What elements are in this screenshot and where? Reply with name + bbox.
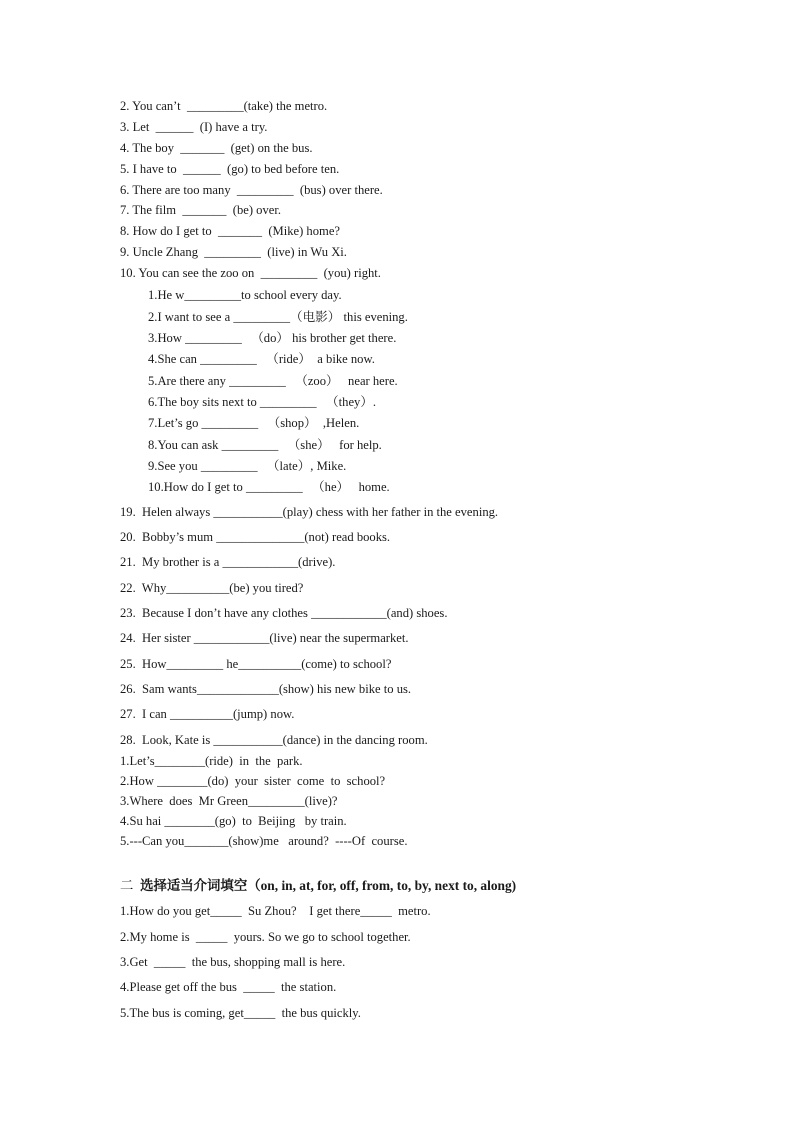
exercise-line: 5.---Can you_______(show)me around? ----Of course. <box>120 834 408 848</box>
exercise-line: 1.How do you get_____ Su Zhou? I get there_____ metro. <box>120 904 431 918</box>
exercise-line: 5.The bus is coming, get_____ the bus quickly. <box>120 1006 361 1020</box>
exercise-line: 1.He w_________to school every day. <box>148 288 342 302</box>
exercise-line: 5. I have to ______ (go) to bed before ten. <box>120 162 340 176</box>
exercise-line: 4. The boy _______ (get) on the bus. <box>120 141 313 155</box>
exercise-line: 1.Let’s________(ride) in the park. <box>120 754 303 768</box>
exercise-line: 4.She can _________ （ride） a bike now. <box>148 352 375 366</box>
exercise-line: 8. How do I get to _______ (Mike) home? <box>120 224 341 238</box>
exercise-line: 10. You can see the zoo on _________ (you) right. <box>120 266 381 280</box>
exercise-line: 21. My brother is a ____________(drive). <box>120 555 336 569</box>
exercise-line: 3.Where does Mr Green_________(live)? <box>120 794 338 808</box>
exercise-line: 19. Helen always ___________(play) chess with her father in the evening. <box>120 505 499 519</box>
exercise-line: 2.How ________(do) your sister come to school? <box>120 774 386 788</box>
exercise-line: 3. Let ______ (I) have a try. <box>120 120 268 134</box>
exercise-line: 20. Bobby’s mum ______________(not) read books. <box>120 530 391 544</box>
exercise-line: 27. I can __________(jump) now. <box>120 707 295 721</box>
section-title <box>120 877 516 896</box>
exercise-line: 22. Why__________(be) you tired? <box>120 581 304 595</box>
exercise-line: 4.Please get off the bus _____ the station. <box>120 980 337 994</box>
section-number: 二 <box>120 879 134 894</box>
exercise-line: 3.How _________ （do） his brother get there. <box>148 331 397 345</box>
exercise-line: 3.Get _____ the bus, shopping mall is here. <box>120 955 346 969</box>
exercise-line: 2.My home is _____ yours. So we go to school together. <box>120 930 411 944</box>
exercise-line: 25. How_________ he__________(come) to school? <box>120 657 392 671</box>
exercise-line: 4.Su hai ________(go) to Beijing by train. <box>120 814 347 828</box>
exercise-line: 8.You can ask _________ （she） for help. <box>148 438 382 452</box>
exercise-line: 5.Are there any _________ （zoo） near here. <box>148 374 398 388</box>
exercise-line: 9. Uncle Zhang _________ (live) in Wu Xi. <box>120 245 347 259</box>
exercise-line: 26. Sam wants_____________(show) his new bike to us. <box>120 682 412 696</box>
exercise-line: 6.The boy sits next to _________ （they）. <box>148 395 377 409</box>
exercise-line: 7.Let’s go _________ （shop） ,Helen. <box>148 416 360 430</box>
exercise-line: 28. Look, Kate is ___________(dance) in the dancing room. <box>120 733 428 747</box>
exercise-line: 24. Her sister ____________(live) near the supermarket. <box>120 631 409 645</box>
exercise-line: 10.How do I get to _________ （he） home. <box>148 480 390 494</box>
exercise-line: 23. Because I don’t have any clothes ____________(and) shoes. <box>120 606 448 620</box>
exercise-line: 6. There are too many _________ (bus) over there. <box>120 183 383 197</box>
section-instruction: 选择适当介词填空（on, in, at, for, off, from, to, by, next to, along) <box>133 878 517 893</box>
exercise-line: 9.See you _________ （late）, Mike. <box>148 459 347 473</box>
exercise-line: 2. You can’t _________(take) the metro. <box>120 99 328 113</box>
exercise-line: 2.I want to see a _________（电影） this evening. <box>148 310 408 324</box>
exercise-line: 7. The film _______ (be) over. <box>120 203 282 217</box>
